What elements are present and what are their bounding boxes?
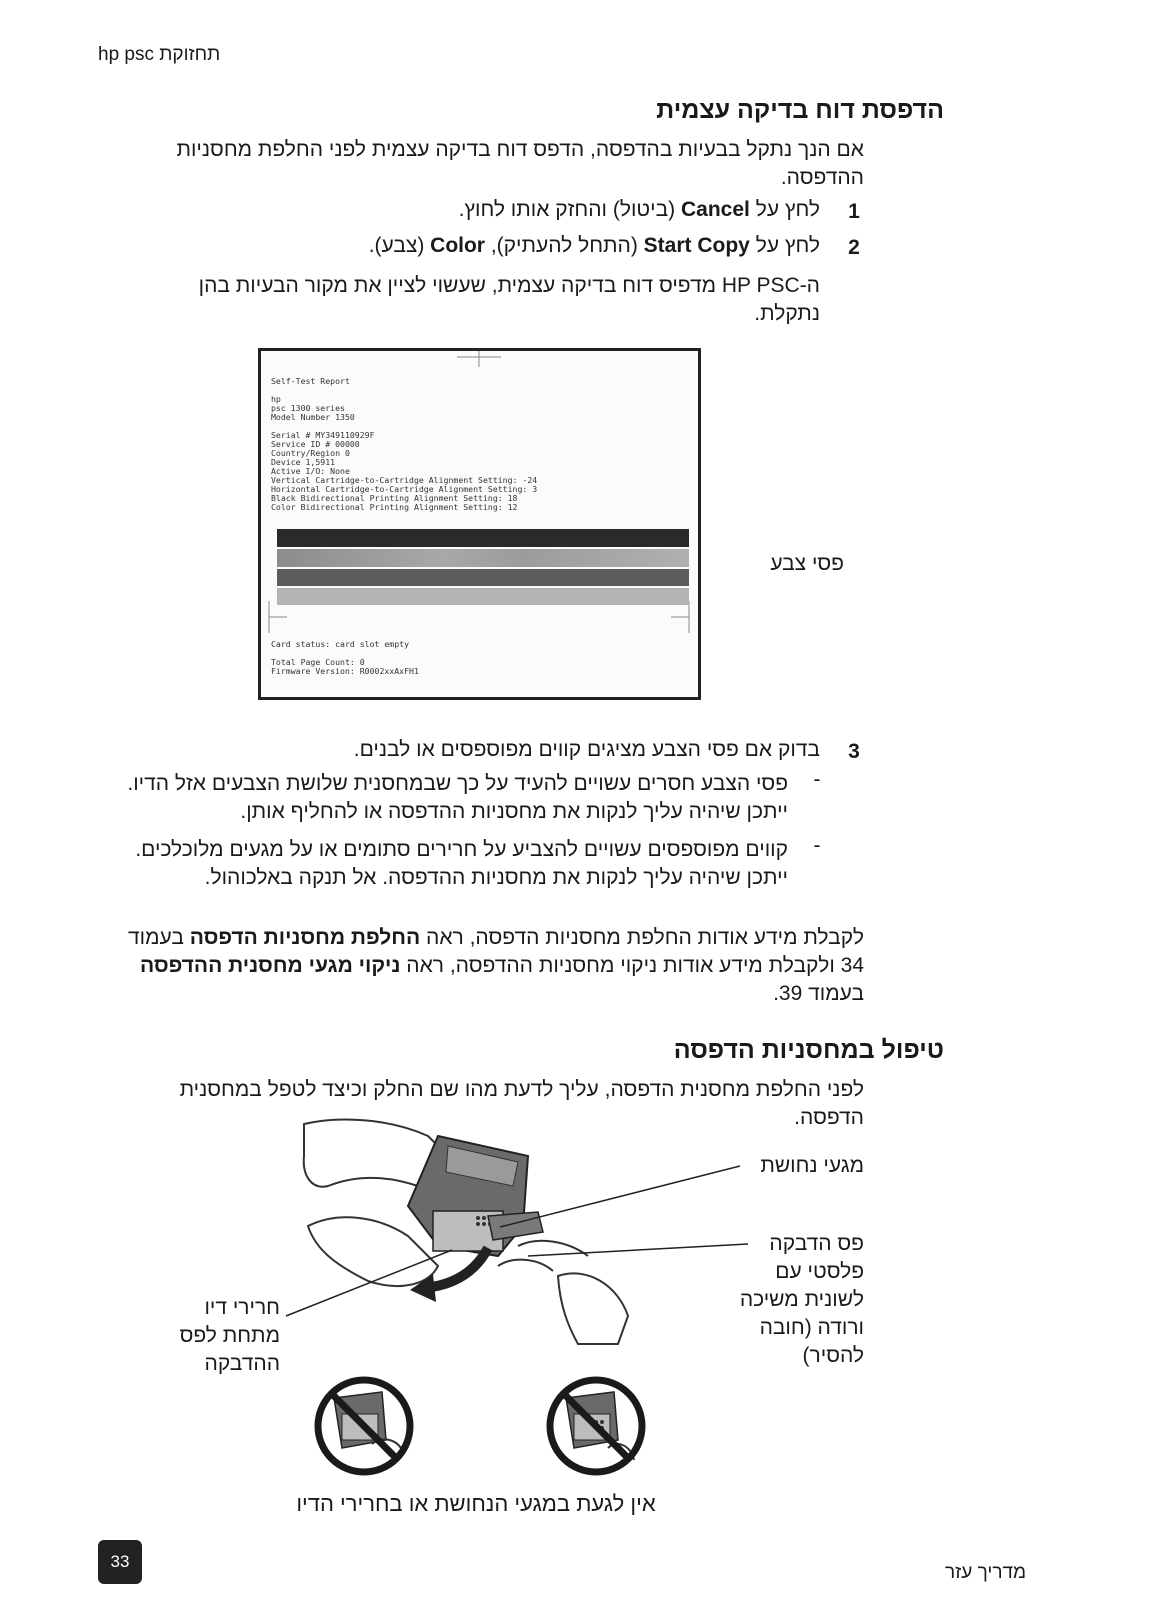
bullet-dash: -	[813, 834, 821, 857]
page-number-badge: 33	[98, 1540, 142, 1584]
section-heading-self-test: הדפסת דוח בדיקה עצמית	[656, 96, 944, 124]
step-3-text: בדוק אם פסי הצבע מציגים קווים מפוספסים או לבנים.	[353, 738, 820, 761]
label-ink-nozzles: חרירי דיו מתחת לפס ההדבקה	[179, 1296, 280, 1375]
section-heading-cartridge-handling: טיפול במחסניות הדפסה	[673, 1036, 944, 1064]
color-bars-label: פסי צבע	[770, 552, 844, 575]
step-2-result: ה-HP PSC מדפיס דוח בדיקה עצמית, שעשוי לציין את מקור הבעיות בהן נתקלת.	[198, 274, 820, 325]
cancel-button-label: Cancel	[680, 198, 750, 221]
label-plastic-tape: פס הדבקה פלסטי עם לשונית משיכה ורודה (חובה להסיר)	[739, 1232, 864, 1367]
report-text-top: Self-Test Report hp psc 1300 series Model Number 1350 Serial # MY349110929F Service ID # 00000 Country/Region 0 Device 1,5911 Active I/O: None Vertical Cartridge-to-Cartridge Alignment Setting: -24 Horizontal Cartridge-to-Cartridge Alignment Setting: 3 Black Bidirectional Printing Alignment Setting: 18 Color Bidirectional Printing Alignment Setting: 12	[271, 376, 538, 512]
step-2-text: לחץ על Start Copy (התחל להעתיק), Color (צבע).	[368, 234, 820, 257]
bullet-missing-bars: פסי הצבע חסרים עשויים להעיד על כך שבמחסנית שלושת הצבעים אזל הדיו. ייתכן שיהיה עליך לנקות את מחסניות ההדפסה או להחליף אותן.	[127, 772, 788, 823]
step-number: 1	[848, 200, 860, 223]
link-clean-contacts[interactable]: ניקוי מגעי מחסנית ההדפסה	[139, 954, 401, 977]
step-number: 3	[848, 740, 860, 763]
report-text-bottom: Card status: card slot empty Total Page Count: 0 Firmware Version: R0002xxAxFH1	[271, 639, 419, 676]
bullet-streaked-lines: קווים מפוספסים עשויים להצביע על חרירים סתומים או על מגעים מלוכלכים. ייתכן שיהיה עליך לנקות את מחסניות ההדפסה. אל תנקה באלכוהול.	[135, 838, 788, 889]
step-number: 2	[848, 236, 860, 259]
do-not-touch-contacts-icon	[312, 1374, 416, 1478]
intro-paragraph: אם הנך נתקל בבעיות בהדפסה, הדפס דוח בדיקה עצמית לפני החלפת מחסניות ההדפסה.	[176, 138, 864, 189]
running-header: hp psc תחזוקת	[98, 44, 221, 65]
footer-guide-title: מדריך עזר	[945, 1562, 1027, 1583]
reference-paragraph: לקבלת מידע אודות החלפת מחסניות הדפסה, ראה החלפת מחסניות הדפסה בעמוד 34 ולקבלת מידע אודות ניקוי מחסניות ההדפסה, ראה ניקוי מגעי מחסנית ההדפסה בעמוד 39.	[128, 926, 864, 1005]
label-copper-contacts: מגעי נחושת	[760, 1154, 864, 1177]
illustration-caption: אין לגעת במגעי הנחושת או בחרירי הדיו	[296, 1491, 656, 1516]
color-button-label: Color	[430, 234, 485, 257]
link-replace-cartridges[interactable]: החלפת מחסניות הדפסה	[189, 926, 421, 949]
cartridge-intro: לפני החלפת מחסנית הדפסה, עליך לדעת מהו שם החלק וכיצד לטפל במחסנית הדפסה.	[179, 1078, 864, 1129]
start-copy-button-label: Start Copy	[643, 234, 750, 257]
step-1-text: לחץ על Cancel (ביטול) והחזק אותו לחוץ.	[458, 198, 820, 221]
do-not-touch-nozzles-icon	[544, 1374, 648, 1478]
bullet-dash: -	[813, 768, 821, 791]
